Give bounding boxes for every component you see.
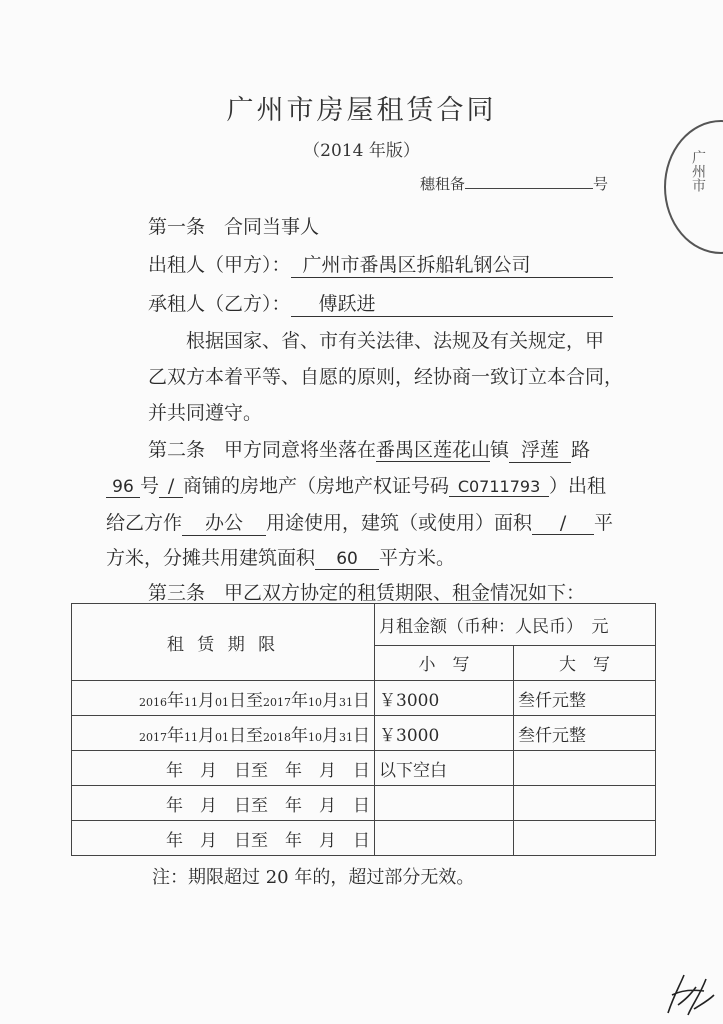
year-char: 年: [285, 830, 302, 851]
reg-prefix: 穗租备: [420, 175, 466, 193]
footnote: 注：期限超过 20 年的，超过部分无效。: [152, 867, 475, 888]
table-row: [72, 751, 656, 786]
day-to: 日至: [234, 760, 268, 781]
lessor-value: 广州市番禺区拆船轧钢公司: [291, 250, 613, 278]
start-day: 01: [215, 695, 229, 709]
district-value: 番禺区: [376, 439, 434, 461]
month-char: 月: [319, 795, 336, 816]
intro-line1: 根据国家、省、市有关法律、法规及有关规定，甲: [186, 330, 605, 352]
day-to: 日至: [229, 725, 263, 746]
rent-big: 叁仟元整: [514, 716, 656, 751]
reg-suffix: 号: [593, 175, 609, 193]
article2-heading: 第二条 甲方同意将坐落在: [148, 439, 377, 461]
end-year: 2017: [263, 695, 291, 709]
town-value: 浮莲: [509, 435, 571, 463]
year-char: 年: [167, 725, 184, 746]
day-char: 日: [353, 795, 370, 816]
day-char: 日: [353, 690, 370, 711]
year-char: 年: [166, 760, 183, 781]
number-value: 96: [106, 477, 140, 498]
town-label: 镇: [490, 439, 510, 461]
day-to: 日至: [234, 830, 268, 851]
cert-close: ）出租: [549, 475, 607, 497]
month-char: 月: [200, 795, 217, 816]
article2-line2: [106, 471, 606, 498]
rent-small: 以下空白: [375, 751, 514, 786]
term-cell: [72, 751, 375, 786]
rent-big: [514, 786, 656, 821]
day-char: 日: [353, 760, 370, 781]
unit-label: 商铺的房地产（房地产权证号码: [183, 475, 450, 497]
usage-value: 办公: [182, 508, 266, 536]
month-char: 月: [319, 760, 336, 781]
day-to: 日至: [234, 795, 268, 816]
day-char: 日: [353, 830, 370, 851]
month-char: 月: [198, 725, 215, 746]
year-char: 年: [291, 690, 308, 711]
article2-line1: [148, 435, 590, 463]
rent-header: 月租金额（币种：人民币） 元: [375, 604, 656, 646]
unit-value: /: [159, 475, 183, 498]
year-char: 年: [291, 725, 308, 746]
signature-mark: [660, 965, 720, 1020]
year-char: 年: [285, 760, 302, 781]
table-row: [72, 716, 656, 751]
seal-text: 广州市: [690, 150, 706, 192]
intro-line3: 并共同遵守。: [148, 402, 263, 424]
article1-heading: 第一条 合同当事人: [148, 216, 320, 238]
day-to: 日至: [229, 690, 263, 711]
edition-label: （2014 年版）: [303, 141, 420, 161]
end-month: 10: [308, 695, 322, 709]
month-char: 月: [322, 725, 339, 746]
rent-small: ￥3000: [375, 681, 514, 716]
lessor-label: 出租人（甲方）：: [148, 254, 291, 276]
month-char: 月: [322, 690, 339, 711]
term-cell: [72, 681, 375, 716]
term-cell: [72, 716, 375, 751]
intro-line2: 乙双方本着平等、自愿的原则，经协商一致订立本合同，: [148, 366, 624, 388]
table-row: [72, 681, 656, 716]
month-char: 月: [319, 830, 336, 851]
contract-title: 广州市房屋租赁合同: [226, 95, 497, 126]
lessor-line: [148, 250, 613, 278]
end-day: 31: [339, 730, 353, 744]
start-month: 11: [184, 695, 198, 709]
month-char: 月: [200, 830, 217, 851]
end-year: 2018: [263, 730, 291, 744]
year-char: 年: [285, 795, 302, 816]
rent-big: [514, 821, 656, 856]
road-label: 路: [571, 439, 591, 461]
article2-line3: [106, 508, 613, 536]
end-month: 10: [308, 730, 322, 744]
shared-area-prefix: 方米，分摊共用建筑面积: [106, 547, 316, 569]
term-cell: [72, 821, 375, 856]
lessee-value: 傅跃进: [291, 289, 613, 317]
year-char: 年: [166, 830, 183, 851]
month-char: 月: [198, 690, 215, 711]
rent-big: 叁仟元整: [514, 681, 656, 716]
start-day: 01: [215, 730, 229, 744]
rent-small: [375, 786, 514, 821]
reg-number-blank: [465, 174, 593, 189]
article2-line4: [106, 543, 455, 570]
small-header: 小 写: [375, 645, 514, 680]
start-year: 2017: [139, 730, 167, 744]
cert-number: C0711793: [449, 477, 549, 497]
table-row: [72, 821, 656, 856]
table-row: [72, 786, 656, 821]
big-header: 大 写: [514, 645, 656, 680]
usage-prefix: 给乙方作: [106, 512, 183, 534]
year-char: 年: [167, 690, 184, 711]
term-header: 租 赁 期 限: [72, 604, 375, 681]
mountain-value: 莲花山: [433, 439, 491, 461]
usage-suffix: 用途使用，建筑（或使用）面积: [266, 512, 533, 534]
article3-heading: 第三条 甲乙双方协定的租赁期限、租金情况如下：: [148, 582, 586, 604]
area-unit: 平: [594, 512, 614, 534]
shared-area-value: 60: [315, 549, 379, 570]
start-year: 2016: [139, 695, 167, 709]
lessee-label: 承租人（乙方）：: [148, 293, 291, 315]
number-label: 号: [140, 475, 160, 497]
month-char: 月: [200, 760, 217, 781]
term-cell: [72, 786, 375, 821]
rent-big: [514, 751, 656, 786]
rent-small: ￥3000: [375, 716, 514, 751]
year-char: 年: [166, 795, 183, 816]
start-month: 11: [184, 730, 198, 744]
lessee-line: [148, 289, 613, 317]
area-value: /: [532, 512, 594, 535]
registration-number: [420, 173, 608, 194]
shared-area-suffix: 平方米。: [379, 547, 456, 569]
rent-small: [375, 821, 514, 856]
lease-term-table: [71, 603, 656, 856]
end-day: 31: [339, 695, 353, 709]
day-char: 日: [353, 725, 370, 746]
